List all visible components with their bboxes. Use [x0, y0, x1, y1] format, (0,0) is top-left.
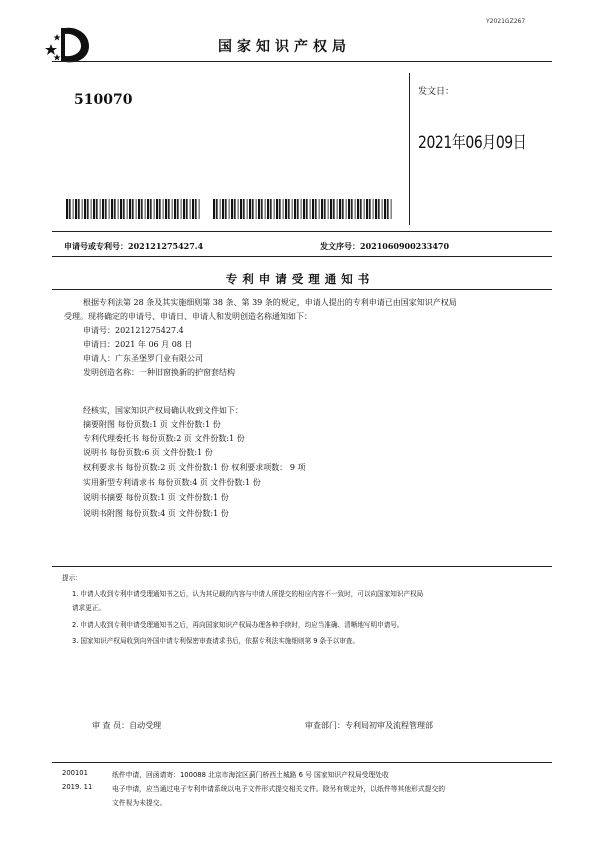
- body-para1-line1: 根据专利法第 28 条及其实施细则第 38 条、第 39 条的规定，申请人提出的专利申请已由国家知识产权局: [83, 298, 457, 307]
- body-para1-line2: 受理。现将确定的申请号、申请日、申请人和发明创造名称通知如下：: [64, 312, 312, 321]
- header-rule: [52, 61, 552, 62]
- notice-title: 专利申请受理通知书: [225, 272, 375, 286]
- barcode-left: [66, 199, 200, 219]
- cnipa-logo: [43, 24, 93, 66]
- form-version: 2019. 11: [62, 783, 93, 791]
- notes-rule: [52, 566, 552, 567]
- serial-number-label: 发文序号：: [320, 241, 360, 251]
- application-number: 202121275427.4: [128, 241, 204, 251]
- barcode-right: [213, 199, 392, 219]
- date-box-divider: [409, 73, 410, 225]
- note-item: 3. 国家知识产权局收到向外国申请专利保密审查请求书后，依据专利法实施细则第 9 条予以审查。: [72, 637, 360, 645]
- id-row-rule-top: [52, 231, 552, 232]
- file-item: 专利代理委托书 每份页数:2 页 文件份数:1 份: [83, 434, 245, 443]
- form-code: 200101: [62, 769, 88, 777]
- note-item: 1. 申请人收到专利申请受理通知书之后，认为其记载的内容与申请人所提交的相应内容不一致时，可以向国家知识产权局: [72, 590, 424, 598]
- issue-date: 2021年06月09日: [418, 133, 527, 153]
- title-rule: [52, 289, 552, 290]
- footer-rule: [52, 762, 552, 763]
- examiner: 审 查 员：自动受理: [92, 721, 162, 730]
- body-application-date: 申请日：2021 年 06 月 08 日: [83, 340, 193, 349]
- issue-date-label: 发文日：: [418, 87, 455, 97]
- file-item: 说明书摘要 每份页数:1 页 文件份数:1 份: [83, 493, 229, 502]
- file-item: 说明书附图 每份页数:4 页 文件份数:1 份: [83, 509, 229, 518]
- serial-number-line: [320, 241, 449, 252]
- file-item: 权利要求书 每份页数:2 页 文件份数:1 份 权利要求项数： 9 项: [83, 463, 306, 472]
- body-invention-title: 发明创造名称：一种旧窗换新的护窗套结构: [83, 368, 235, 377]
- application-number-line: [64, 241, 203, 252]
- serial-number: 2021060900233470: [360, 241, 450, 251]
- file-item: 实用新型专利请求书 每份页数:4 页 文件份数:1 份: [83, 478, 261, 487]
- note-item: 请求更正。: [72, 604, 105, 612]
- id-row-rule-bottom: [52, 256, 552, 257]
- application-number-label: 申请号或专利号：: [64, 241, 128, 251]
- note-item: 2. 申请人收到专利申请受理通知书之后，再向国家知识产权局办理各种手续时，均应当准确、清晰地写明申请号。: [72, 621, 404, 629]
- office-name: 国家知识产权局: [218, 39, 351, 55]
- footer-paper-address: 纸件申请，回函请寄：100088 北京市海淀区蓟门桥西土城路 6 号 国家知识产权局受理处收: [112, 771, 389, 779]
- body-application-no: 申请号：202121275427.4: [83, 326, 184, 335]
- body-applicant: 申请人：广东圣堡罗门业有限公司: [83, 354, 203, 363]
- document-code: Y2021GZ267: [486, 18, 526, 25]
- notes-label: 提示：: [62, 574, 82, 582]
- received-intro: 经核实，国家知识产权局确认收到文件如下：: [83, 406, 243, 415]
- footer-electronic-note-cont: 文件视为未提交。: [112, 799, 167, 807]
- postcode: 510070: [74, 92, 133, 108]
- file-item: 说明书 每份页数:6 页 文件份数:1 份: [83, 448, 213, 457]
- examination-department: 审查部门：专利局初审及流程管理部: [305, 721, 433, 730]
- footer-electronic-note: 电子申请，应当通过电子专利申请系统以电子文件形式提交相关文件。除另有规定外，以纸件等其他形式提交的: [112, 785, 446, 793]
- file-item: 摘要附图 每份页数:1 页 文件份数:1 份: [83, 420, 221, 429]
